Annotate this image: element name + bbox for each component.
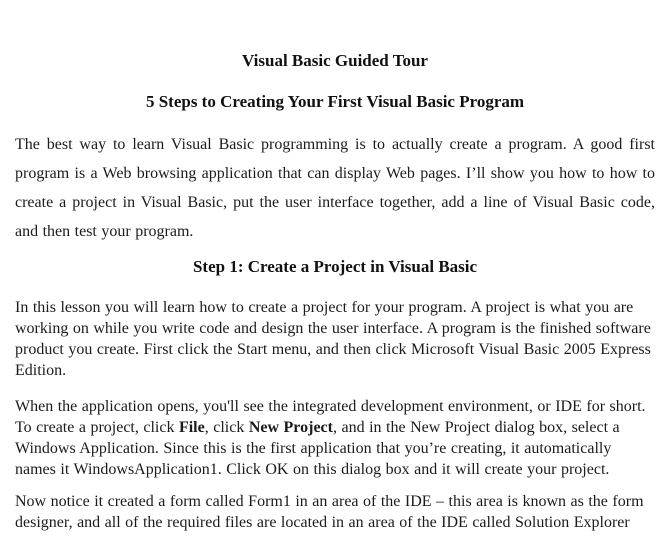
heading-step1: Step 1: Create a Project in Visual Basic: [192, 257, 478, 276]
paragraph-step1-lesson: In this lesson you will learn how to create a project for your program. A project is what you are working on while you write code and design the user interface. A program is the finished software product you create. First click the Start menu, and then click Microsoft Visual Basic 2005 Express Edition.: [15, 299, 651, 379]
paragraph-ide-new-project: [15, 396, 655, 480]
paragraph-ide-text-3: , and in the New Project dialog box, select a Windows Application. Since this is the first application that you’re creating, it automatically names it WindowsApplication1. Click OK on this dialog box and it will create your project.: [15, 419, 620, 478]
paragraph-intro: The best way to learn Visual Basic programming is to actually create a program. A good first program is a Web browsing application that can display Web pages. I’ll show you how to how to create a project in Visual Basic, put the user interface together, add a line of Visual Basic code, and then test your program.: [15, 136, 655, 240]
paragraph-ide-text-1: When the application opens, you'll see the integrated development environment, or IDE for short. To create a project, click: [15, 398, 646, 436]
menu-new-project-bold-label: New Project: [248, 419, 333, 436]
document-title: Visual Basic Guided Tour: [242, 51, 428, 70]
paragraph-form-designer: Now notice it created a form called Form1 in an area of the IDE – this area is known as the form designer, and all of the required files are located in an area of the IDE called Solution Explorer: [15, 493, 644, 531]
menu-file-bold-label: File: [178, 419, 205, 436]
document-subtitle: 5 Steps to Creating Your First Visual Basic Program: [145, 92, 525, 111]
paragraph-ide-text-2: , click: [204, 419, 249, 436]
